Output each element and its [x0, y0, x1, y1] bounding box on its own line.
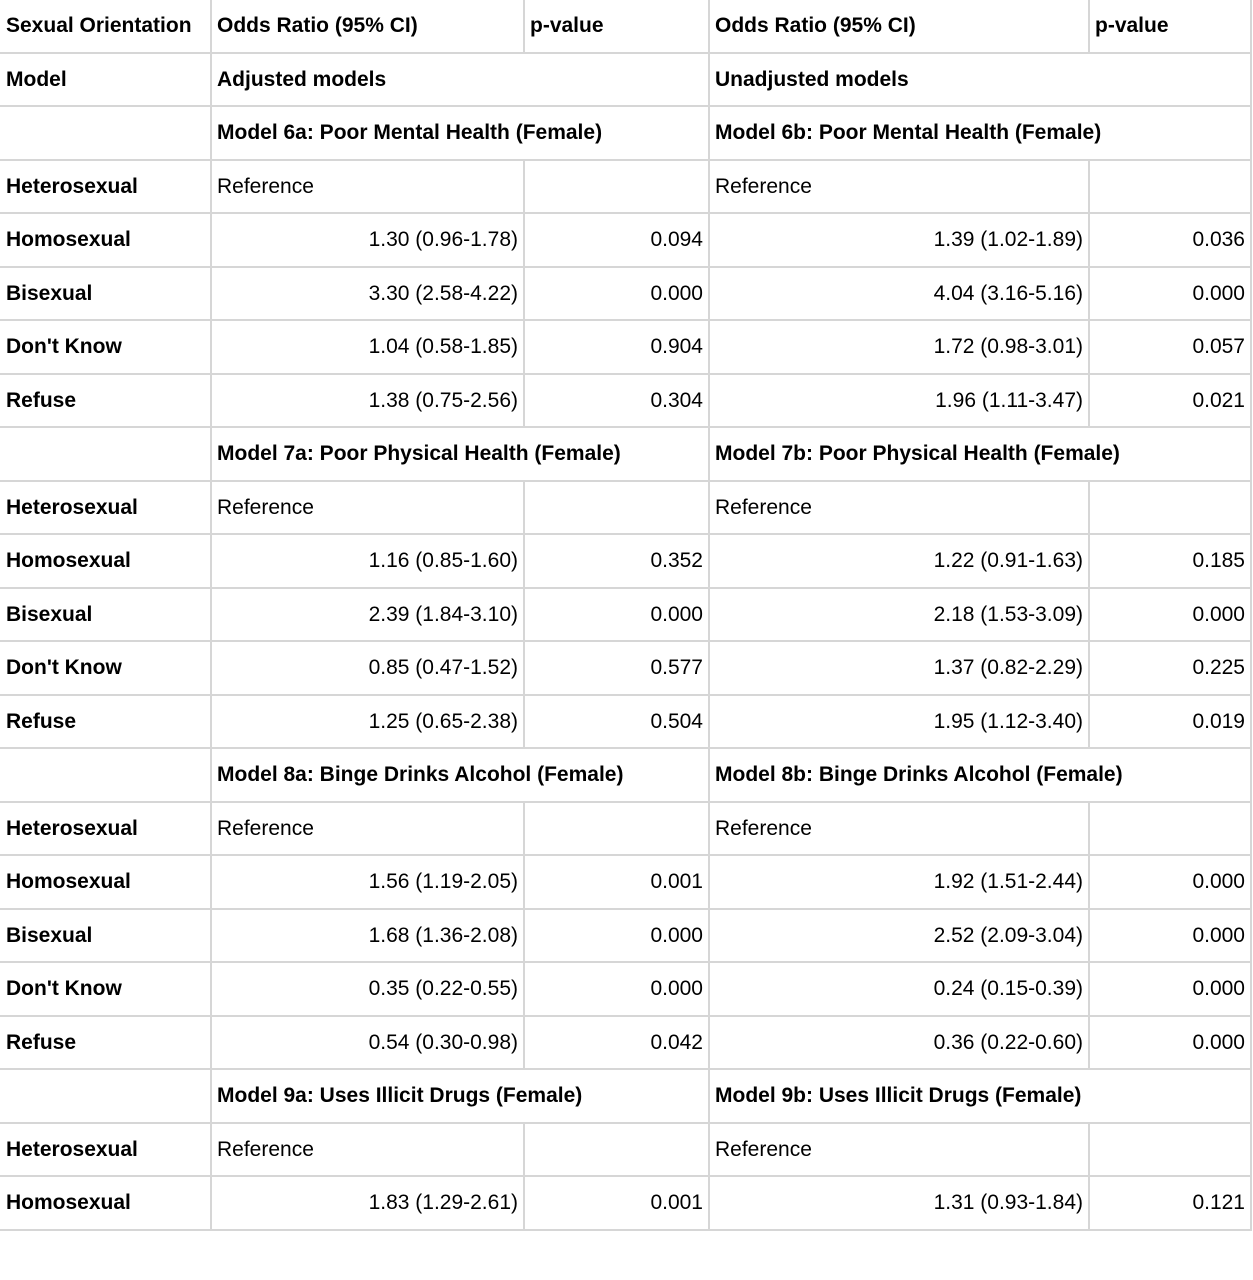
table-row [0, 802, 1251, 856]
table-row [0, 1176, 1251, 1230]
unadjusted-odds-ratio: Reference [709, 802, 1089, 856]
unadjusted-odds-ratio: 0.36 (0.22-0.60) [709, 1016, 1089, 1070]
table-row [0, 213, 1251, 267]
table-row [0, 909, 1251, 963]
unadjusted-odds-ratio: 1.72 (0.98-3.01) [709, 320, 1089, 374]
adjusted-odds-ratio: Reference [211, 160, 524, 214]
orientation-label: Refuse [0, 1016, 211, 1070]
unadjusted-p-value: 0.000 [1089, 909, 1251, 963]
unadjusted-p-value: 0.000 [1089, 267, 1251, 321]
adjusted-p-value: 0.000 [524, 588, 709, 642]
adjusted-p-value [524, 1123, 709, 1177]
adjusted-odds-ratio: Reference [211, 802, 524, 856]
unadjusted-p-value: 0.019 [1089, 695, 1251, 749]
unadjusted-model-title: Model 7b: Poor Physical Health (Female) [709, 427, 1251, 481]
unadjusted-odds-ratio: Reference [709, 160, 1089, 214]
adjusted-odds-ratio: 1.16 (0.85-1.60) [211, 534, 524, 588]
unadjusted-odds-ratio: 2.18 (1.53-3.09) [709, 588, 1089, 642]
unadjusted-odds-ratio: 4.04 (3.16-5.16) [709, 267, 1089, 321]
orientation-label: Homosexual [0, 1176, 211, 1230]
unadjusted-p-value: 0.000 [1089, 1016, 1251, 1070]
header-row [0, 0, 1251, 53]
orientation-label: Refuse [0, 374, 211, 428]
adjusted-odds-ratio: 1.68 (1.36-2.08) [211, 909, 524, 963]
adjusted-odds-ratio: 1.30 (0.96-1.78) [211, 213, 524, 267]
unadjusted-p-value: 0.021 [1089, 374, 1251, 428]
orientation-label: Homosexual [0, 855, 211, 909]
adjusted-odds-ratio: 3.30 (2.58-4.22) [211, 267, 524, 321]
column-header-adjusted-p-value: p-value [524, 0, 709, 53]
adjusted-p-value: 0.000 [524, 962, 709, 1016]
unadjusted-model-title: Model 6b: Poor Mental Health (Female) [709, 106, 1251, 160]
adjusted-odds-ratio: 0.35 (0.22-0.55) [211, 962, 524, 1016]
table-row [0, 160, 1251, 214]
table-row [0, 267, 1251, 321]
model-type-row [0, 53, 1251, 107]
unadjusted-models-heading: Unadjusted models [709, 53, 1251, 107]
unadjusted-p-value [1089, 1123, 1251, 1177]
adjusted-odds-ratio: 1.04 (0.58-1.85) [211, 320, 524, 374]
adjusted-p-value: 0.001 [524, 1176, 709, 1230]
adjusted-odds-ratio: 1.83 (1.29-2.61) [211, 1176, 524, 1230]
unadjusted-odds-ratio: 1.37 (0.82-2.29) [709, 641, 1089, 695]
orientation-label: Refuse [0, 695, 211, 749]
table-row [0, 1016, 1251, 1070]
adjusted-model-title: Model 7a: Poor Physical Health (Female) [211, 427, 709, 481]
unadjusted-p-value: 0.000 [1089, 962, 1251, 1016]
unadjusted-odds-ratio: 1.92 (1.51-2.44) [709, 855, 1089, 909]
adjusted-odds-ratio: 1.56 (1.19-2.05) [211, 855, 524, 909]
unadjusted-p-value: 0.000 [1089, 855, 1251, 909]
orientation-label: Homosexual [0, 213, 211, 267]
unadjusted-odds-ratio: 1.95 (1.12-3.40) [709, 695, 1089, 749]
unadjusted-p-value: 0.000 [1089, 588, 1251, 642]
column-header-sexual-orientation: Sexual Orientation [0, 0, 211, 53]
unadjusted-odds-ratio: 1.96 (1.11-3.47) [709, 374, 1089, 428]
adjusted-p-value: 0.352 [524, 534, 709, 588]
orientation-label: Heterosexual [0, 1123, 211, 1177]
adjusted-odds-ratio: 0.85 (0.47-1.52) [211, 641, 524, 695]
unadjusted-odds-ratio: 1.22 (0.91-1.63) [709, 534, 1089, 588]
table-row [0, 641, 1251, 695]
table-row [0, 374, 1251, 428]
unadjusted-odds-ratio: 2.52 (2.09-3.04) [709, 909, 1089, 963]
adjusted-odds-ratio: 1.25 (0.65-2.38) [211, 695, 524, 749]
unadjusted-odds-ratio: Reference [709, 1123, 1089, 1177]
column-header-unadjusted-odds-ratio: Odds Ratio (95% CI) [709, 0, 1089, 53]
empty-cell [0, 748, 211, 802]
adjusted-odds-ratio: 2.39 (1.84-3.10) [211, 588, 524, 642]
adjusted-p-value: 0.000 [524, 267, 709, 321]
table-row [0, 695, 1251, 749]
model-title-row [0, 427, 1251, 481]
adjusted-odds-ratio: 1.38 (0.75-2.56) [211, 374, 524, 428]
adjusted-p-value: 0.904 [524, 320, 709, 374]
adjusted-odds-ratio: Reference [211, 1123, 524, 1177]
unadjusted-odds-ratio: Reference [709, 481, 1089, 535]
model-label: Model [0, 53, 211, 107]
adjusted-models-heading: Adjusted models [211, 53, 709, 107]
adjusted-model-title: Model 8a: Binge Drinks Alcohol (Female) [211, 748, 709, 802]
adjusted-p-value: 0.577 [524, 641, 709, 695]
model-title-row [0, 106, 1251, 160]
unadjusted-p-value: 0.057 [1089, 320, 1251, 374]
orientation-label: Bisexual [0, 588, 211, 642]
unadjusted-p-value: 0.225 [1089, 641, 1251, 695]
table-row [0, 588, 1251, 642]
adjusted-p-value: 0.304 [524, 374, 709, 428]
orientation-label: Homosexual [0, 534, 211, 588]
column-header-adjusted-odds-ratio: Odds Ratio (95% CI) [211, 0, 524, 53]
orientation-label: Heterosexual [0, 160, 211, 214]
orientation-label: Heterosexual [0, 481, 211, 535]
table-row [0, 534, 1251, 588]
column-header-unadjusted-p-value: p-value [1089, 0, 1251, 53]
unadjusted-p-value [1089, 802, 1251, 856]
unadjusted-model-title: Model 8b: Binge Drinks Alcohol (Female) [709, 748, 1251, 802]
adjusted-p-value: 0.042 [524, 1016, 709, 1070]
table-row [0, 855, 1251, 909]
table-row [0, 962, 1251, 1016]
orientation-label: Don't Know [0, 320, 211, 374]
adjusted-p-value: 0.504 [524, 695, 709, 749]
unadjusted-odds-ratio: 1.31 (0.93-1.84) [709, 1176, 1089, 1230]
unadjusted-p-value: 0.121 [1089, 1176, 1251, 1230]
unadjusted-p-value [1089, 481, 1251, 535]
unadjusted-p-value: 0.185 [1089, 534, 1251, 588]
adjusted-p-value: 0.000 [524, 909, 709, 963]
unadjusted-odds-ratio: 0.24 (0.15-0.39) [709, 962, 1089, 1016]
table-row [0, 1123, 1251, 1177]
orientation-label: Don't Know [0, 962, 211, 1016]
unadjusted-p-value [1089, 160, 1251, 214]
adjusted-p-value: 0.094 [524, 213, 709, 267]
unadjusted-model-title: Model 9b: Uses Illicit Drugs (Female) [709, 1069, 1251, 1123]
adjusted-odds-ratio: 0.54 (0.30-0.98) [211, 1016, 524, 1070]
empty-cell [0, 106, 211, 160]
orientation-label: Heterosexual [0, 802, 211, 856]
adjusted-p-value [524, 802, 709, 856]
table-row [0, 481, 1251, 535]
adjusted-p-value: 0.001 [524, 855, 709, 909]
orientation-label: Don't Know [0, 641, 211, 695]
adjusted-model-title: Model 9a: Uses Illicit Drugs (Female) [211, 1069, 709, 1123]
model-title-row [0, 748, 1251, 802]
model-title-row [0, 1069, 1251, 1123]
unadjusted-odds-ratio: 1.39 (1.02-1.89) [709, 213, 1089, 267]
adjusted-p-value [524, 160, 709, 214]
empty-cell [0, 1069, 211, 1123]
orientation-label: Bisexual [0, 267, 211, 321]
orientation-label: Bisexual [0, 909, 211, 963]
table-row [0, 320, 1251, 374]
unadjusted-p-value: 0.036 [1089, 213, 1251, 267]
empty-cell [0, 427, 211, 481]
adjusted-odds-ratio: Reference [211, 481, 524, 535]
adjusted-p-value [524, 481, 709, 535]
adjusted-model-title: Model 6a: Poor Mental Health (Female) [211, 106, 709, 160]
